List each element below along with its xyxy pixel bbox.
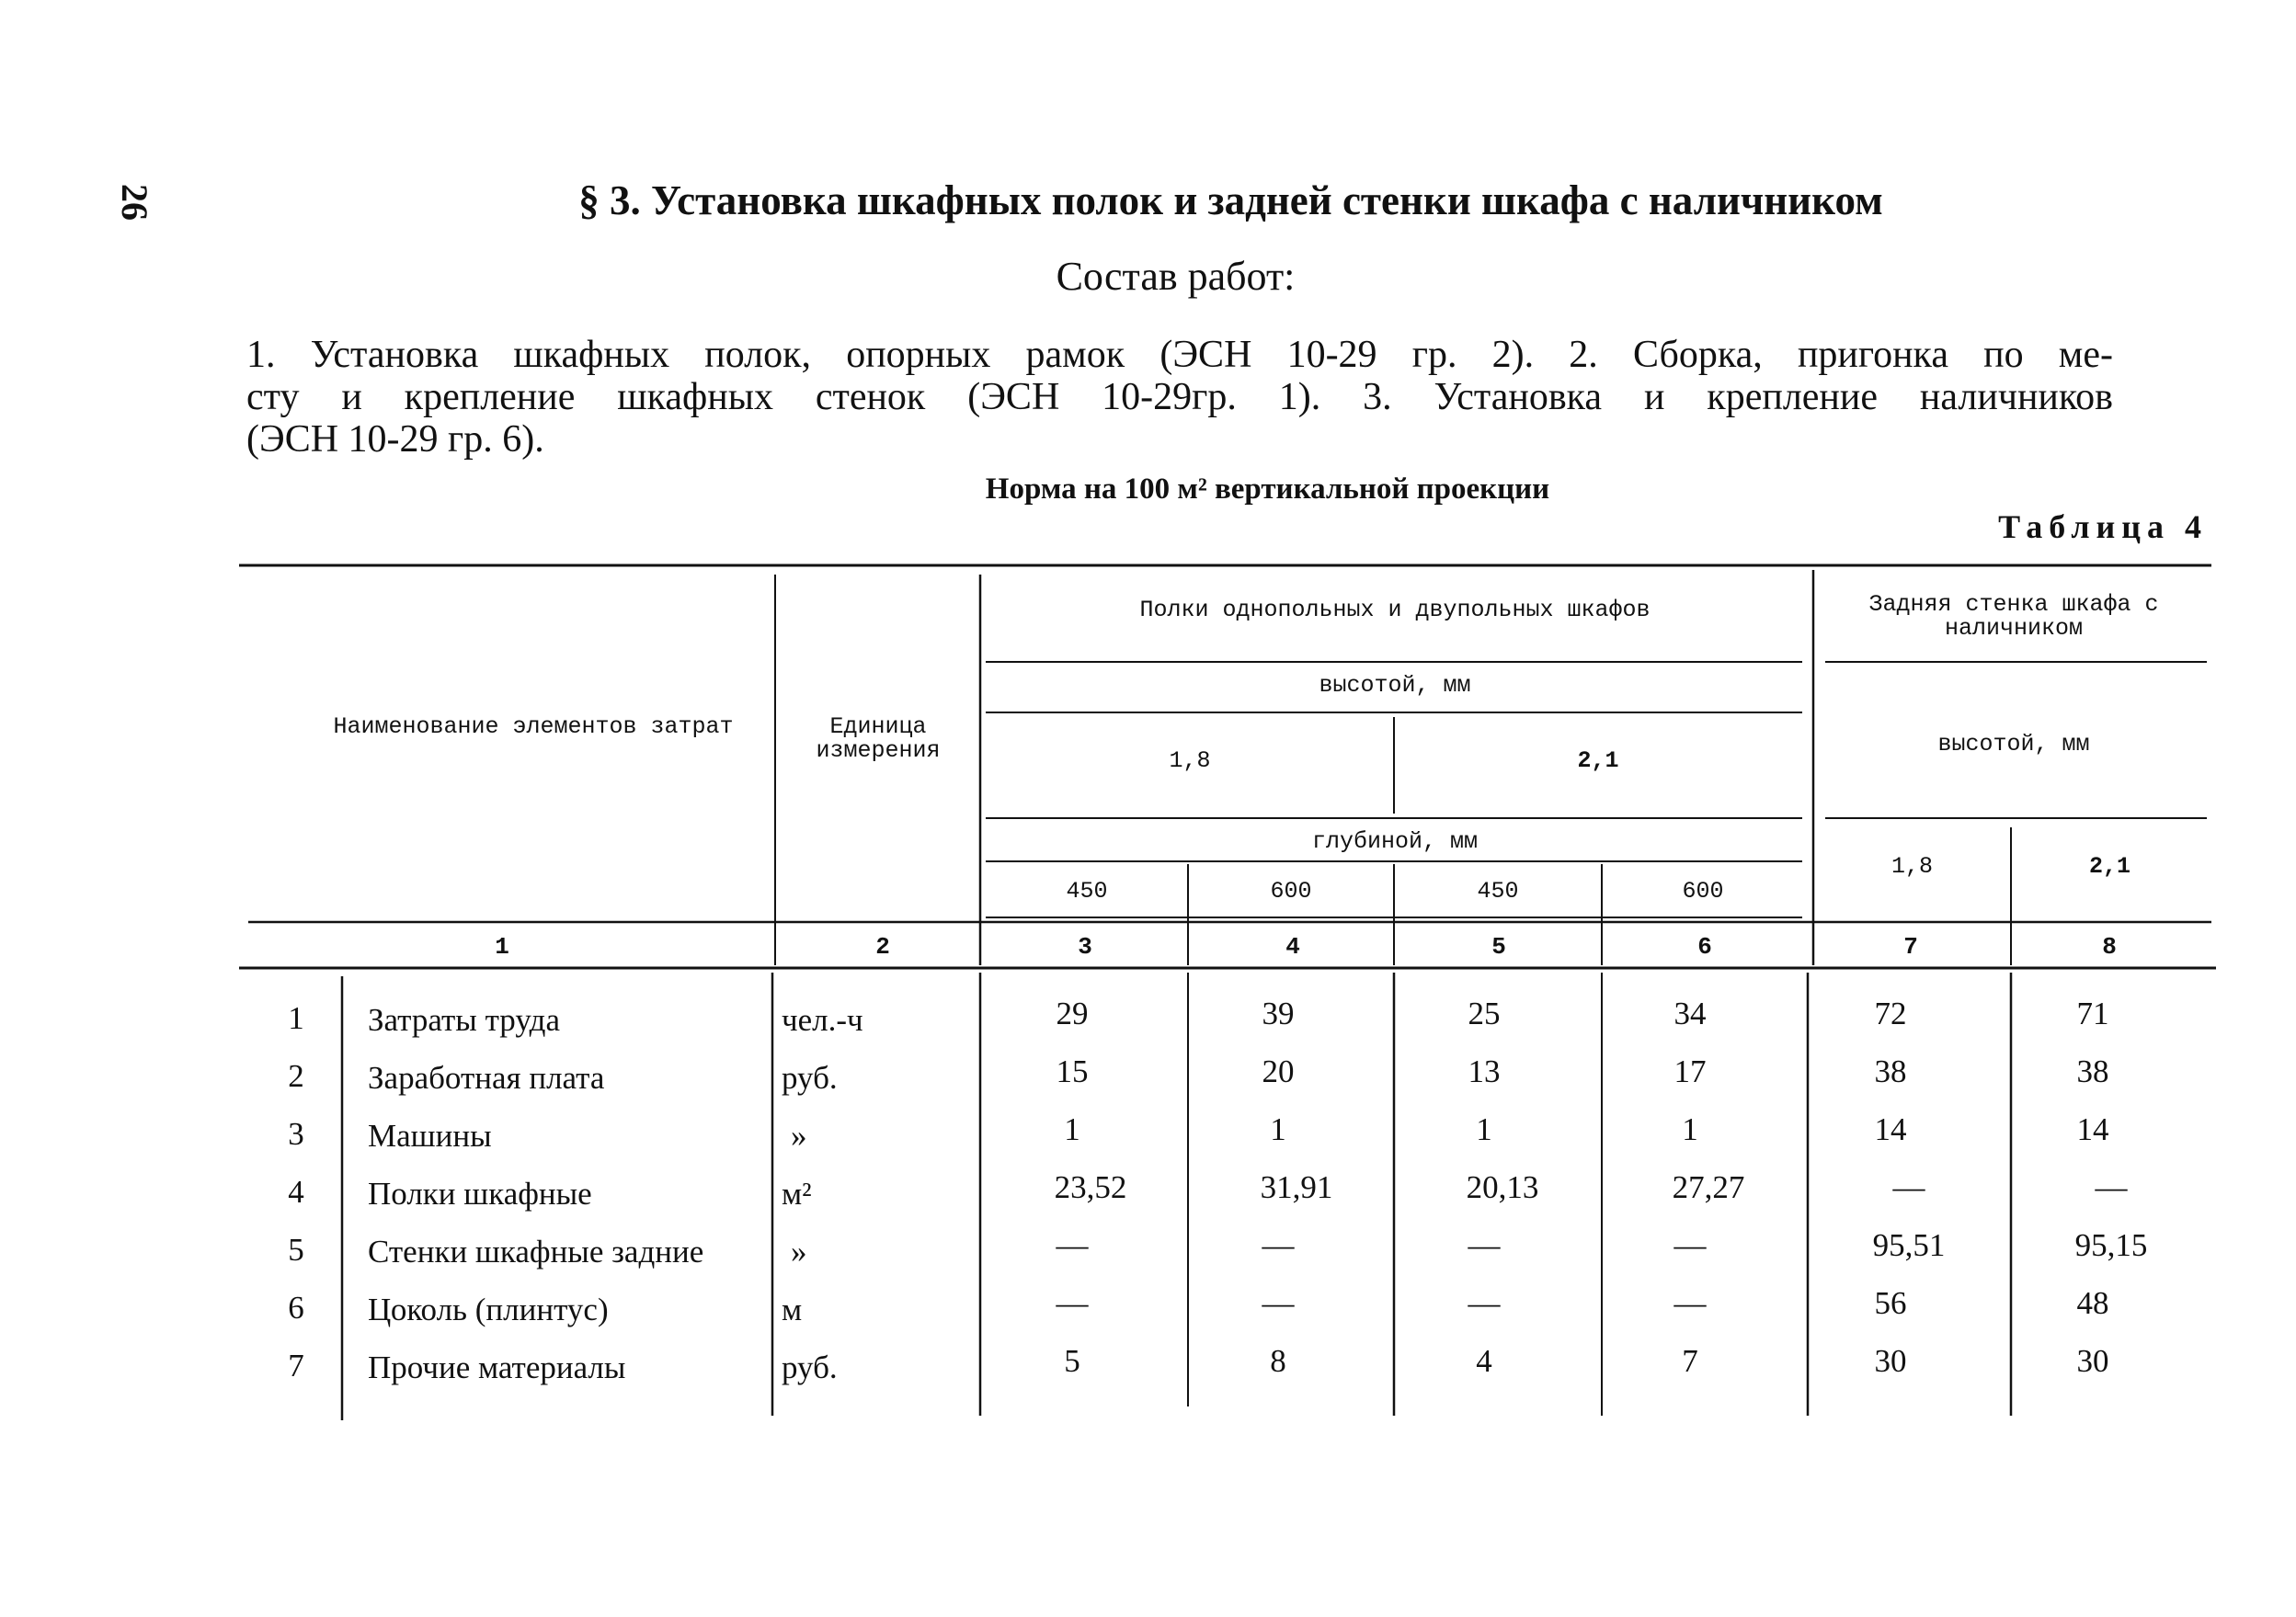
row-number: 2: [288, 1058, 304, 1094]
row-value: —: [1673, 1285, 1707, 1321]
row-value: 13: [1468, 1053, 1501, 1089]
row-value: —: [1468, 1285, 1501, 1321]
row-name: Затраты труда: [368, 1002, 560, 1038]
row-value: 1: [1476, 1111, 1492, 1147]
header-back-height-2-1: 2,1: [2088, 853, 2130, 880]
row-name: Машины: [368, 1118, 492, 1154]
header-shelves-height: высотой, мм: [1319, 672, 1471, 699]
row-value: —: [2095, 1169, 2128, 1205]
column-number: 5: [1491, 933, 1506, 961]
row-unit: »: [791, 1234, 807, 1270]
header-depth-600-a: 600: [1270, 878, 1312, 905]
header-depth: глубиной, мм: [1311, 828, 1479, 855]
header-depth-600-b: 600: [1682, 878, 1724, 905]
row-number: 6: [288, 1290, 304, 1326]
header-back-height: высотой, мм: [1937, 731, 2090, 757]
row-value: —: [1056, 1227, 1089, 1263]
row-name: Цоколь (плинтус): [368, 1292, 609, 1327]
header-depth-450-a: 450: [1066, 878, 1108, 905]
row-value: 1: [1064, 1111, 1080, 1147]
row-value: 29: [1056, 996, 1089, 1031]
header-name-column: Наименование элементов затрат: [333, 713, 734, 740]
row-value: 34: [1673, 996, 1707, 1031]
column-number: 3: [1078, 933, 1092, 961]
row-unit: »: [791, 1118, 807, 1154]
row-value: 25: [1468, 996, 1501, 1031]
row-name: Заработная плата: [368, 1060, 605, 1096]
row-value: 14: [2076, 1111, 2109, 1147]
row-value: 15: [1056, 1053, 1089, 1089]
row-value: —: [1468, 1227, 1501, 1263]
row-value: 38: [2076, 1053, 2109, 1089]
row-value: 72: [1874, 996, 1907, 1031]
row-value: 30: [1874, 1343, 1907, 1379]
row-value: 1: [1270, 1111, 1286, 1147]
header-back-wall-group: Задняя стенка шкафа с наличником: [1868, 591, 2159, 642]
row-value: —: [1262, 1285, 1295, 1321]
column-number: 2: [875, 933, 890, 961]
column-number: 7: [1903, 933, 1918, 961]
work-description-line-1: 1. Установка шкафных полок, опорных рамок (ЭСН 10-29 гр. 2). 2. Сборка, пригонка по ме-: [246, 334, 2113, 376]
column-number: 1: [495, 933, 509, 961]
row-value: 71: [2076, 996, 2109, 1031]
row-name: Полки шкафные: [368, 1176, 592, 1212]
row-value: 95,51: [1872, 1227, 1946, 1263]
section-title: § 3. Установка шкафных полок и задней стенки шкафа с наличником: [578, 177, 1883, 223]
row-value: 20: [1262, 1053, 1295, 1089]
column-number: 4: [1285, 933, 1300, 961]
row-unit: м²: [782, 1176, 812, 1212]
row-value: —: [1262, 1227, 1295, 1263]
column-number: 6: [1697, 933, 1712, 961]
row-value: 14: [1874, 1111, 1907, 1147]
row-value: 95,15: [2074, 1227, 2148, 1263]
row-value: 23,52: [1054, 1169, 1127, 1205]
column-number: 8: [2102, 933, 2117, 961]
row-number: 5: [288, 1232, 304, 1268]
row-value: 31,91: [1260, 1169, 1333, 1205]
row-value: 7: [1682, 1343, 1698, 1379]
row-unit: руб.: [782, 1349, 838, 1385]
row-value: 5: [1064, 1343, 1080, 1379]
work-description-line-3: (ЭСН 10-29 гр. 6).: [246, 418, 544, 461]
row-number: 3: [288, 1116, 304, 1152]
row-value: 48: [2076, 1285, 2109, 1321]
header-back-height-1-8: 1,8: [1890, 853, 1933, 880]
page-number: 26: [114, 184, 155, 221]
work-composition-title: Состав работ:: [1056, 254, 1296, 299]
header-height-1-8: 1,8: [1169, 747, 1211, 774]
header-depth-450-b: 450: [1477, 878, 1519, 905]
row-number: 4: [288, 1174, 304, 1210]
header-unit-column: Единица измерения: [816, 713, 941, 764]
row-number: 7: [288, 1348, 304, 1384]
header-height-2-1: 2,1: [1577, 747, 1619, 774]
row-value: —: [1673, 1227, 1707, 1263]
row-value: 56: [1874, 1285, 1907, 1321]
row-number: 1: [288, 1000, 304, 1036]
row-value: 38: [1874, 1053, 1907, 1089]
row-value: 1: [1682, 1111, 1698, 1147]
row-value: 27,27: [1672, 1169, 1745, 1205]
row-value: —: [1892, 1169, 1925, 1205]
header-shelves-group: Полки однопольных и двупольных шкафов: [1139, 597, 1651, 623]
row-value: 4: [1476, 1343, 1492, 1379]
row-value: 20,13: [1466, 1169, 1539, 1205]
row-name: Стенки шкафные задние: [368, 1234, 704, 1270]
table-label: Таблица 4: [1998, 508, 2208, 545]
row-value: 8: [1270, 1343, 1286, 1379]
row-unit: м: [782, 1292, 803, 1327]
work-description-line-2: сту и крепление шкафных стенок (ЭСН 10-29гр. 1). 3. Установка и крепление наличников: [246, 376, 2113, 418]
row-unit: руб.: [782, 1060, 838, 1096]
row-value: 17: [1673, 1053, 1707, 1089]
row-value: —: [1056, 1285, 1089, 1321]
row-unit: чел.-ч: [782, 1002, 863, 1038]
row-value: 39: [1262, 996, 1295, 1031]
norm-title: Норма на 100 м² вертикальной проекции: [985, 473, 1550, 506]
row-value: 30: [2076, 1343, 2109, 1379]
row-name: Прочие материалы: [368, 1349, 626, 1385]
